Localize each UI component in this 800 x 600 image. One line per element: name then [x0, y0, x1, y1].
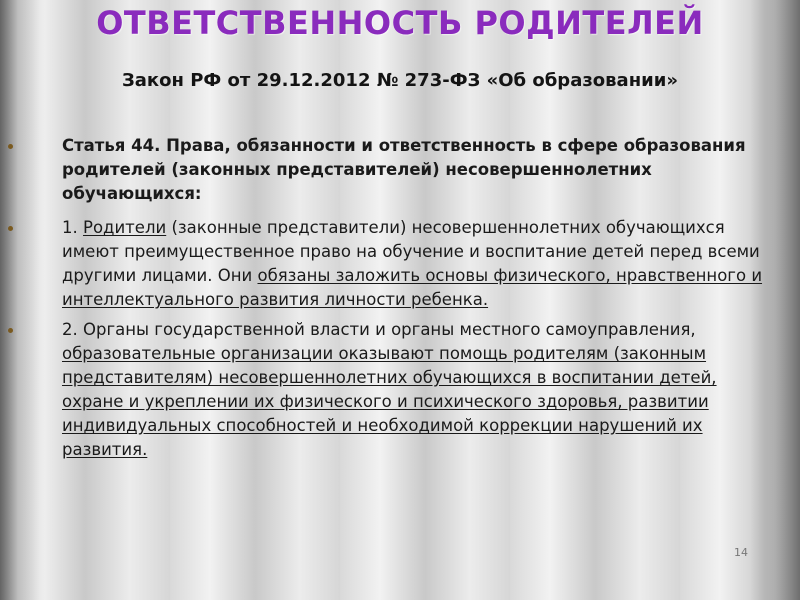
list-item-article-heading [6, 134, 776, 206]
law-reference-subtitle: Закон РФ от 29.12.2012 № 273-ФЗ «Об образовании» [122, 70, 678, 91]
item-text-part: 1. [62, 218, 83, 237]
underlined-text: образовательные организации оказывают помощь родителям (законным представителям) несовершеннолетних обучающихся в воспитании детей, охране и укреплении их физического и психического здоровья, развитии индивидуальных способностей и необходимой коррекции нарушений их развития. [62, 344, 717, 459]
underlined-text: обязаны заложить основы физического, нравственного и интеллектуального развития личности ребенка. [62, 266, 763, 309]
underlined-text: Родители [83, 218, 167, 237]
item-text-part: 2. Органы государственной власти и органы местного самоуправления, [62, 320, 696, 339]
bullet-icon [8, 144, 13, 149]
bullet-icon [8, 328, 13, 333]
bullet-list [6, 134, 776, 468]
page-number: 14 [734, 546, 748, 559]
item-text-part: (законные представители) несовершеннолетних обучающихся имеют преимущественное право на обучение и воспитание детей перед всеми другими лицами. Они [62, 218, 760, 285]
slide-title: ОТВЕТСТВЕННОСТЬ РОДИТЕЛЕЙ [96, 4, 704, 42]
list-item-parents-rights [6, 216, 776, 312]
list-item-state-support [6, 318, 776, 462]
bullet-icon [8, 226, 13, 231]
article-heading-text: Статья 44. Права, обязанности и ответственность в сфере образования родителей (законных представителей) несовершеннолетних обучающихся: [62, 136, 746, 203]
